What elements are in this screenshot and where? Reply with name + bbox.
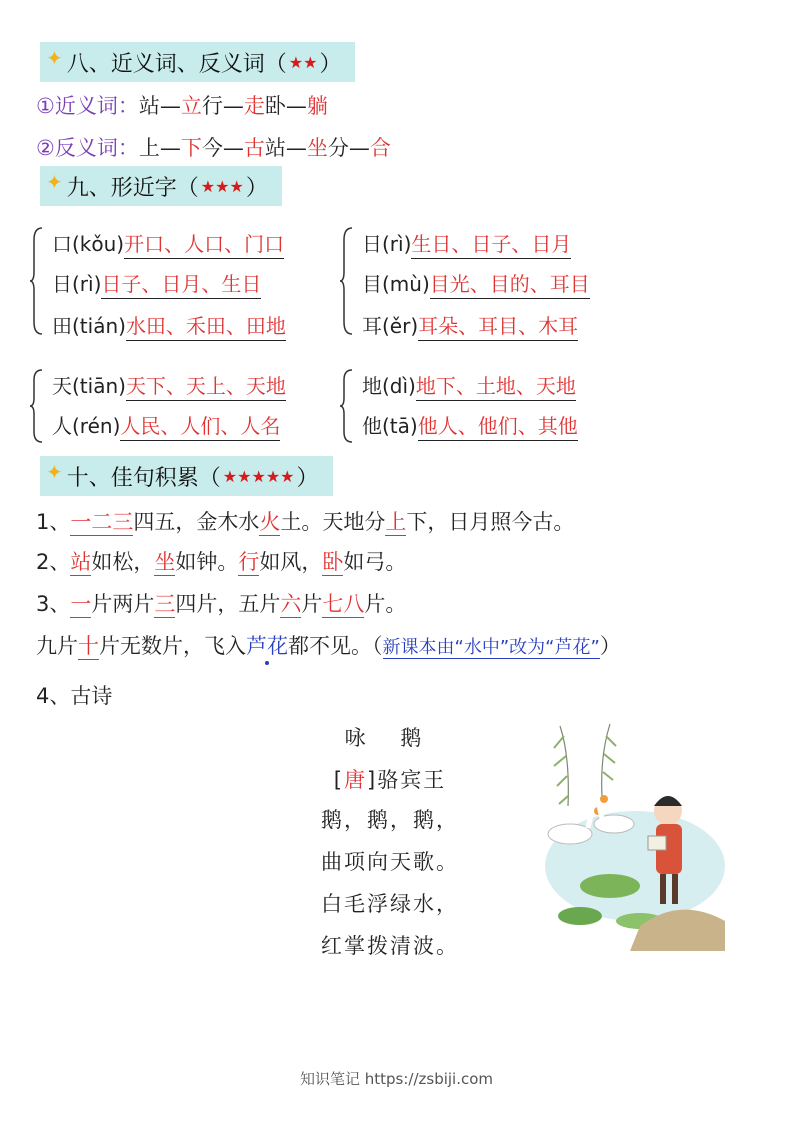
pair-text: 分— (327, 136, 370, 160)
char-answer: 日子、日月、生日 (101, 272, 261, 299)
char-label: 人(rén) (52, 414, 121, 438)
left-brace (30, 226, 44, 336)
synonym-line (36, 90, 328, 120)
star-rating: ★★★ (200, 176, 244, 196)
char-answer: 目光、目的、耳目 (430, 272, 590, 299)
similar-char-row (362, 370, 576, 399)
star-rating: ★★ (288, 52, 318, 72)
poem-author-name: ]骆宾王 (367, 768, 447, 792)
section-9-title: 九、形近字（ (66, 175, 199, 201)
sentence-text: 片无数片，飞入 (99, 634, 246, 658)
emphasized-word: 芦花 (246, 634, 288, 658)
poem-heading: 4、古诗 (36, 684, 113, 708)
char-answer: 生日、日子、日月 (411, 232, 571, 259)
sentence-answer: 火 (259, 510, 281, 534)
pair-answer: 坐 (306, 136, 328, 160)
sentence-answer: 一二三 (70, 510, 134, 534)
sentence-text: 如风， (259, 550, 323, 574)
section-close: ） (296, 465, 319, 491)
sentence-2 (36, 546, 406, 576)
char-label: 地(dì) (362, 374, 416, 398)
pair-text: 站— (138, 94, 181, 118)
poem-line: 红掌拨清波。 (321, 934, 459, 958)
similar-char-row (52, 370, 286, 399)
char-answer: 他人、他们、其他 (418, 414, 578, 441)
char-label: 天(tiān) (52, 374, 126, 398)
sparkle-icon: ✦ (46, 460, 63, 484)
char-answer: 地下、土地、天地 (416, 374, 576, 401)
char-answer: 开口、人口、门口 (124, 232, 284, 259)
similar-char-row (362, 268, 590, 297)
sentence-text: 片两片 (91, 592, 155, 616)
sentence-1 (36, 506, 574, 536)
sentence-answer: 行 (238, 550, 260, 574)
char-label: 口(kǒu) (52, 232, 125, 256)
sentence-answer: 站 (70, 550, 92, 574)
section-close: ） (245, 175, 268, 201)
char-answer: 水田、禾田、田地 (126, 314, 286, 341)
sentence-text: 2、 (36, 550, 71, 574)
char-label: 耳(ěr) (362, 314, 419, 338)
poem-title: 咏 鹅 (344, 726, 436, 750)
sentence-text: 如钟。 (175, 550, 239, 574)
author-bracket: [ (333, 768, 344, 792)
sentence-text: 片 (301, 592, 323, 616)
sentence-text: ） (599, 634, 621, 658)
goose-illustration (540, 716, 730, 951)
left-brace (340, 368, 354, 444)
section-10-header (40, 456, 333, 496)
sentence-text: 九片 (36, 634, 78, 658)
char-label: 日(rì) (362, 232, 412, 256)
sentence-answer: 一 (70, 592, 92, 616)
sentence-text: 四片，五片 (175, 592, 281, 616)
sentence-3 (36, 588, 406, 618)
sentence-answer: 卧 (322, 550, 344, 574)
pair-answer: 合 (369, 136, 391, 160)
sentence-text: 下，日月照今古。 (406, 510, 575, 534)
left-brace (340, 226, 354, 336)
similar-char-row (52, 410, 280, 439)
similar-char-row (362, 410, 578, 439)
poem-dynasty: 唐 (344, 768, 367, 792)
sentence-answer: 七八 (322, 592, 365, 616)
antonym-label: ②反义词： (36, 136, 139, 160)
char-label: 日(rì) (52, 272, 102, 296)
sentence-text: 1、 (36, 510, 71, 534)
char-label: 目(mù) (362, 272, 430, 296)
sentence-text: 如弓。 (343, 550, 407, 574)
section-close: ） (319, 51, 342, 77)
sentence-text: 都不见。（ (288, 634, 383, 658)
pair-answer: 立 (180, 94, 202, 118)
char-answer: 人民、人们、人名 (120, 414, 280, 441)
similar-char-row (362, 310, 578, 339)
char-label: 田(tián) (52, 314, 126, 338)
char-answer: 天下、天上、天地 (126, 374, 286, 401)
similar-char-row (52, 228, 284, 257)
synonym-label: ①近义词： (36, 94, 139, 118)
pair-text: 卧— (264, 94, 307, 118)
section-10-title: 十、佳句积累（ (66, 465, 221, 491)
sparkle-icon: ✦ (46, 46, 63, 70)
pair-text: 上— (138, 136, 181, 160)
poem-author (320, 764, 460, 794)
pair-answer: 走 (243, 94, 265, 118)
sentence-answer: 上 (385, 510, 407, 534)
sentence-answer: 三 (154, 592, 176, 616)
similar-char-row (52, 268, 261, 297)
pair-answer: 古 (243, 136, 265, 160)
similar-char-row (362, 228, 571, 257)
sentence-text: 土。天地分 (280, 510, 386, 534)
pair-text: 行— (201, 94, 244, 118)
sentence-answer: 六 (280, 592, 302, 616)
antonym-line (36, 132, 391, 162)
poem-line: 白毛浮绿水， (321, 892, 459, 916)
poem-line: 曲项向天歌。 (321, 850, 459, 874)
similar-char-row (52, 310, 286, 339)
poem-line: 鹅，鹅，鹅， (321, 808, 459, 832)
section-8-title: 八、近义词、反义词（ (66, 51, 287, 77)
char-answer: 耳朵、耳目、木耳 (418, 314, 578, 341)
sentence-text: 四五，金木水 (133, 510, 260, 534)
textbook-note: 新课本由“水中”改为“芦花” (382, 637, 600, 658)
star-rating: ★★★★★ (222, 466, 295, 486)
section-8-header (40, 42, 355, 82)
left-brace (30, 368, 44, 444)
sparkle-icon: ✦ (46, 170, 63, 194)
sentence-4 (36, 630, 621, 660)
page-footer: 知识笔记 https://zsbiji.com (299, 1070, 494, 1088)
sentence-answer: 坐 (154, 550, 176, 574)
pair-text: 站— (264, 136, 307, 160)
sentence-answer: 十 (78, 634, 99, 658)
char-label: 他(tā) (362, 414, 418, 438)
pair-answer: 下 (180, 136, 202, 160)
section-9-header (40, 166, 282, 206)
sentence-text: 如松， (91, 550, 155, 574)
sentence-text: 片。 (364, 592, 407, 616)
sentence-text: 3、 (36, 592, 71, 616)
pair-text: 今— (201, 136, 244, 160)
pair-answer: 躺 (306, 94, 328, 118)
